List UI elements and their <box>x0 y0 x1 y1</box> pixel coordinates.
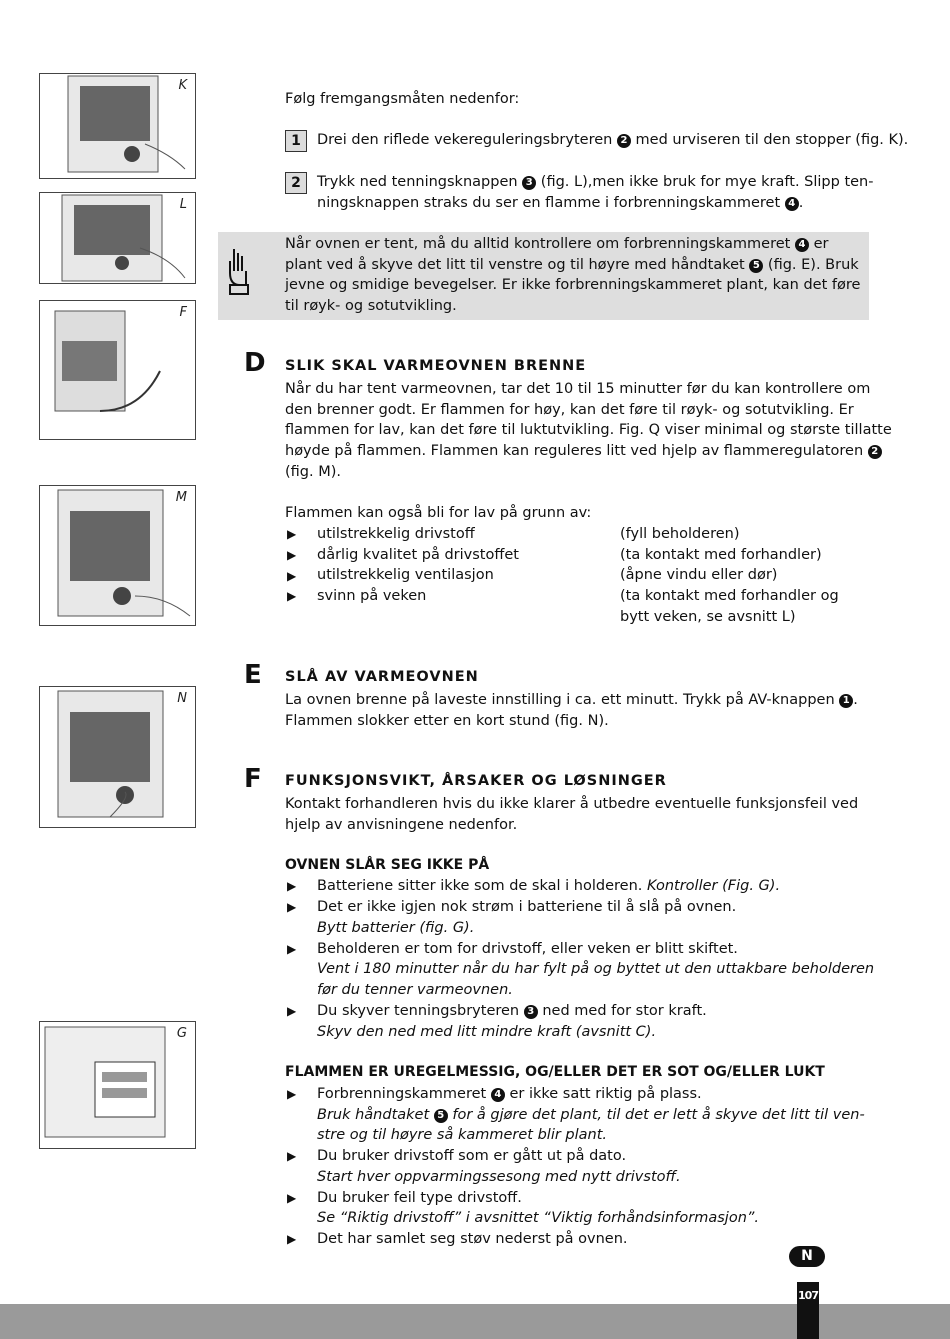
figure-label: F <box>179 305 187 320</box>
bullet-item: Du bruker feil type drivstoff. <box>317 1190 522 1206</box>
paragraph-line: (fig. M). <box>285 464 341 480</box>
bullet-arrow-icon: ▶ <box>287 1087 297 1101</box>
section-heading: SLIK SKAL VARMEOVNEN BRENNE <box>285 358 587 374</box>
bullet-item: Det har samlet seg støv nederst på ovnen. <box>317 1231 628 1247</box>
bullet-item: Forbrenningskammeret 4 er ikke satt riktig på plass. <box>317 1086 702 1102</box>
note-text: til røyk- og sotutvikling. <box>285 298 457 314</box>
bullet-arrow-icon: ▶ <box>287 527 297 541</box>
bullet-arrow-icon: ▶ <box>287 569 297 583</box>
bullet-item: Bruk håndtaket 5 for å gjøre det plant, til det er lett å skyve det litt til ven- <box>317 1107 865 1123</box>
bullet-item: Skyv den ned med litt mindre kraft (avsnitt C). <box>317 1024 657 1040</box>
step-2-text: ningsknappen straks du ser en flamme i forbrenningskammeret 4 . <box>317 195 804 211</box>
bullet-item: Vent i 180 minutter når du har fylt på og byttet ut den uttakbare beholderen <box>317 961 875 977</box>
bullet-arrow-icon: ▶ <box>287 900 297 914</box>
cause-remedy: (åpne vindu eller dør) <box>620 567 778 583</box>
figure-l <box>39 192 196 284</box>
section-letter: F <box>244 764 262 794</box>
figure-g <box>39 1021 196 1149</box>
step-2-text: Trykk ned tenningsknappen 3 (fig. L),men ikke bruk for mye kraft. Slipp ten- <box>317 174 874 190</box>
step-1-text: Drei den riflede vekereguleringsbryteren 2 med urviseren til den stopper (fig. K). <box>317 132 909 148</box>
bullet-arrow-icon: ▶ <box>287 879 297 893</box>
bullet-arrow-icon: ▶ <box>287 548 297 562</box>
bullet-item: Start hver oppvarmingssesong med nytt drivstoff. <box>317 1169 681 1185</box>
cause-item: svinn på veken <box>317 588 427 604</box>
language-badge: N <box>789 1246 825 1267</box>
bullet-item: før du tenner varmeovnen. <box>317 982 513 998</box>
paragraph-line: Flammen slokker etter en kort stund (fig. N). <box>285 713 609 729</box>
section-letter: D <box>244 348 266 378</box>
paragraph-line: Flammen kan også bli for lav på grunn av: <box>285 505 592 521</box>
note-text: Når ovnen er tent, må du alltid kontrollere om forbrenningskammeret 4 er <box>285 236 829 252</box>
bullet-item: Du bruker drivstoff som er gått ut på dato. <box>317 1148 627 1164</box>
cause-remedy: (ta kontakt med forhandler) <box>620 547 822 563</box>
bullet-arrow-icon: ▶ <box>287 1191 297 1205</box>
cause-remedy: (fyll beholderen) <box>620 526 740 542</box>
figure-label: N <box>177 691 187 706</box>
bullet-item: Du skyver tenningsbryteren 3 ned med for stor kraft. <box>317 1003 707 1019</box>
section-heading: SLÅ AV VARMEOVNEN <box>285 669 479 685</box>
figure-n <box>39 686 196 828</box>
cause-item: utilstrekkelig drivstoff <box>317 526 475 542</box>
bullet-item: Beholderen er tom for drivstoff, eller veken er blitt skiftet. <box>317 941 738 957</box>
figure-label: M <box>175 490 187 505</box>
cause-item: utilstrekkelig ventilasjon <box>317 567 494 583</box>
paragraph-line: høyde på flammen. Flammen kan reguleres litt ved hjelp av flammeregulatoren 2 <box>285 441 882 462</box>
paragraph-line: den brenner godt. Er flammen for høy, kan det føre til røyk- og sotutvikling. Er <box>285 402 854 418</box>
note-text: jevne og smidige bevegelser. Er ikke forbrenningskammeret plant, kan det føre <box>285 277 861 293</box>
cause-remedy: bytt veken, se avsnitt L) <box>620 609 796 625</box>
bullet-arrow-icon: ▶ <box>287 1232 297 1246</box>
page-number: 107 <box>798 1289 818 1302</box>
bullet-item: Bytt batterier (fig. G). <box>317 920 475 936</box>
section-heading: FUNKSJONSVIKT, ÅRSAKER OG LØSNINGER <box>285 773 667 789</box>
figure-label: L <box>179 197 187 212</box>
bullet-item: Det er ikke igjen nok strøm i batteriene til å slå på ovnen. <box>317 899 737 915</box>
bullet-item: Batteriene sitter ikke som de skal i holderen. Kontroller (Fig. G). <box>317 878 781 894</box>
step-number: 2 <box>285 172 307 194</box>
bullet-arrow-icon: ▶ <box>287 942 297 956</box>
subheading: OVNEN SLÅR SEG IKKE PÅ <box>285 857 490 873</box>
step-number: 1 <box>285 130 307 152</box>
figure-f <box>39 300 196 440</box>
paragraph-line: Når du har tent varmeovnen, tar det 10 til 15 minutter før du kan kontrollere om <box>285 381 871 397</box>
figure-k <box>39 73 196 179</box>
section-letter: E <box>244 660 262 690</box>
figure-m <box>39 485 196 626</box>
cause-remedy: (ta kontakt med forhandler og <box>620 588 839 604</box>
bullet-item: Se “Riktig drivstoff” i avsnittet “Viktig forhåndsinformasjon”. <box>317 1210 760 1226</box>
bullet-item: stre og til høyre så kammeret blir plant. <box>317 1127 608 1143</box>
paragraph-line: La ovnen brenne på laveste innstilling i ca. ett minutt. Trykk på AV-knappen 1 . <box>285 692 858 708</box>
subheading: FLAMMEN ER UREGELMESSIG, OG/ELLER DET ER SOT OG/ELLER LUKT <box>285 1064 825 1080</box>
paragraph-line: hjelp av anvisningene nedenfor. <box>285 817 518 833</box>
paragraph-line: Kontakt forhandleren hvis du ikke klarer å utbedre eventuelle funksjonsfeil ved <box>285 796 859 812</box>
figure-label: G <box>176 1026 187 1041</box>
bullet-arrow-icon: ▶ <box>287 1004 297 1018</box>
bullet-arrow-icon: ▶ <box>287 1149 297 1163</box>
figure-label: K <box>178 78 187 93</box>
bullet-arrow-icon: ▶ <box>287 589 297 603</box>
intro-text: Følg fremgangsmåten nedenfor: <box>285 91 520 107</box>
paragraph-line: flammen for lav, kan det føre til luktutvikling. Fig. Q viser minimal og største tillatte <box>285 422 892 438</box>
note-text: plant ved å skyve det litt til venstre og til høyre med håndtaket 5 (fig. E). Bruk <box>285 257 859 273</box>
cause-item: dårlig kvalitet på drivstoffet <box>317 547 519 563</box>
pointing-hand-icon <box>224 247 250 297</box>
